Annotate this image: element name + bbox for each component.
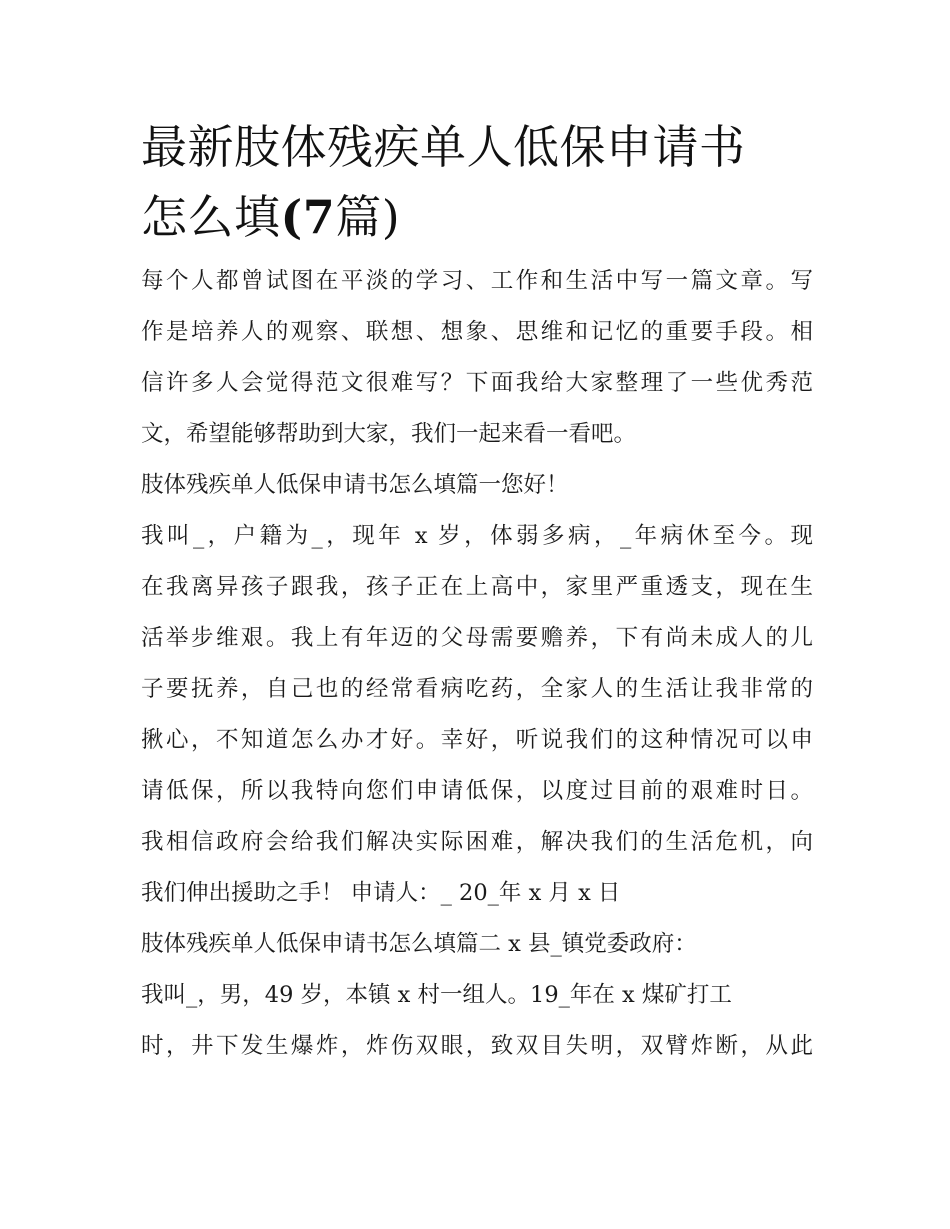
paragraph-line: 肢体残疾单人低保申请书怎么填篇二 x 县_镇党委政府： xyxy=(141,931,697,957)
title-line-1: 最新肢体残疾单人低保申请书 xyxy=(141,120,746,174)
paragraph-line: 肢体残疾单人低保申请书怎么填篇一您好！ xyxy=(141,472,569,498)
title-line-2-prefix: 怎么填 xyxy=(141,190,281,244)
paragraph-line: 我相信政府会给我们解决实际困难，解决我们的生活危机，向 xyxy=(141,829,813,855)
paragraph-line: 我们伸出援助之手！ 申请人：_ 20_年 x 月 x 日 xyxy=(141,880,621,906)
paragraph-line: 信许多人会觉得范文很难写？下面我给大家整理了一些优秀范 xyxy=(141,370,813,396)
paragraph-line: 作是培养人的观察、联想、想象、思维和记忆的重要手段。相 xyxy=(141,319,813,345)
title-line-2-bold: (7 xyxy=(280,190,336,244)
paragraph-line: 我叫_，男，49 岁，本镇 x 村一组人。19_年在 x 煤矿打工 xyxy=(141,982,732,1008)
title-line-2 xyxy=(141,182,813,252)
document-body xyxy=(141,256,813,1072)
paragraph-letter-2 xyxy=(141,970,813,1072)
paragraph-line: 揪心，不知道怎么办才好。幸好，听说我们的这种情况可以申 xyxy=(141,727,813,753)
paragraph-line: 文，希望能够帮助到大家，我们一起来看一看吧。 xyxy=(141,421,637,447)
paragraph-line: 每个人都曾试图在平淡的学习、工作和生活中写一篇文章。写 xyxy=(141,268,813,294)
title-line-2-suffix: 篇) xyxy=(335,190,401,244)
paragraph-line: 子要抚养，自己也的经常看病吃药，全家人的生活让我非常的 xyxy=(141,676,813,702)
section-heading-2 xyxy=(141,919,813,970)
paragraph-line: 我叫_，户籍为_，现年 x 岁，体弱多病，_年病休至今。现 xyxy=(141,523,813,549)
paragraph-intro xyxy=(141,256,813,460)
document-title xyxy=(141,112,813,252)
document-content xyxy=(141,112,813,1072)
paragraph-line: 时，井下发生爆炸，炸伤双眼，致双目失明，双臂炸断，从此 xyxy=(141,1033,813,1059)
section-heading-1 xyxy=(141,460,813,511)
paragraph-line: 请低保，所以我特向您们申请低保，以度过目前的艰难时日。 xyxy=(141,778,813,804)
paragraph-letter-1 xyxy=(141,511,813,919)
paragraph-line: 活举步维艰。我上有年迈的父母需要赡养，下有尚未成人的儿 xyxy=(141,625,813,651)
paragraph-line: 在我离异孩子跟我，孩子正在上高中，家里严重透支，现在生 xyxy=(141,574,813,600)
